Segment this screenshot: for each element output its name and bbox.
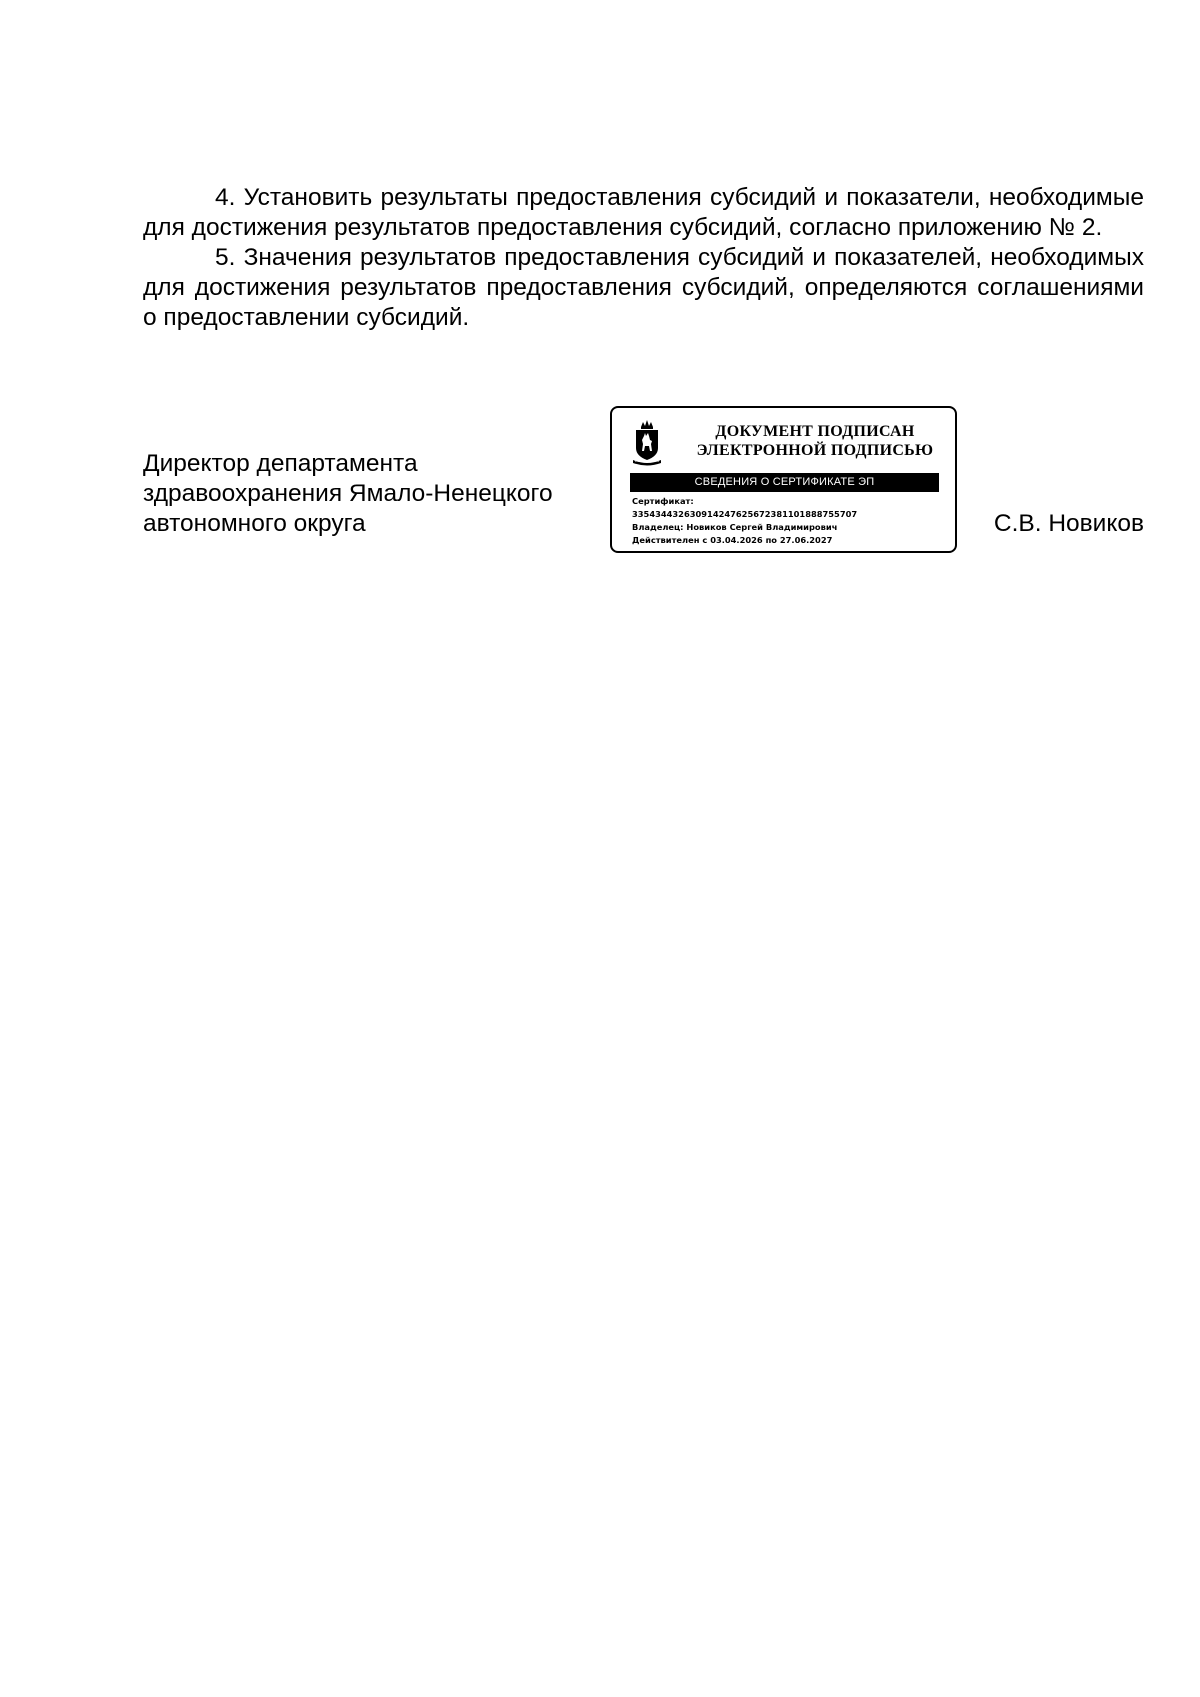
signer-position-line: автономного округа [143, 510, 366, 537]
certificate-details [632, 495, 857, 547]
document-body [143, 183, 1144, 333]
certificate-number: 335434432630914247625672381101888755707 [632, 509, 858, 519]
signer-position-line: Директор департамента [143, 450, 418, 477]
signer-position [143, 449, 553, 539]
certificate-label: Сертификат: [632, 496, 694, 506]
stamp-title [684, 422, 946, 460]
yamal-coat-of-arms-icon [630, 418, 664, 468]
certificate-validity: Действителен с 03.04.2026 по 27.06.2027 [632, 535, 833, 545]
paragraph-4: 4. Установить результаты предоставления субсидий и показатели, необходимые для достижения результатов предоставления субсидий, согласно приложению № 2. [143, 184, 1144, 241]
stamp-title-line: ДОКУМЕНТ ПОДПИСАН [715, 423, 915, 440]
signer-name: С.В. Новиков [993, 510, 1144, 537]
stamp-title-line: ЭЛЕКТРОННОЙ ПОДПИСЬЮ [696, 442, 934, 459]
signer-position-line: здравоохранения Ямало-Ненецкого [143, 480, 553, 507]
certificate-info-bar: СВЕДЕНИЯ О СЕРТИФИКАТЕ ЭП [630, 473, 939, 492]
paragraph-5: 5. Значения результатов предоставления субсидий и показателей, необходимых для достижения результатов предоставления субсидий, определяются соглашениями о предоставлении субсидий. [143, 244, 1144, 331]
electronic-signature-stamp [610, 406, 957, 553]
certificate-owner: Владелец: Новиков Сергей Владимирович [632, 522, 838, 532]
